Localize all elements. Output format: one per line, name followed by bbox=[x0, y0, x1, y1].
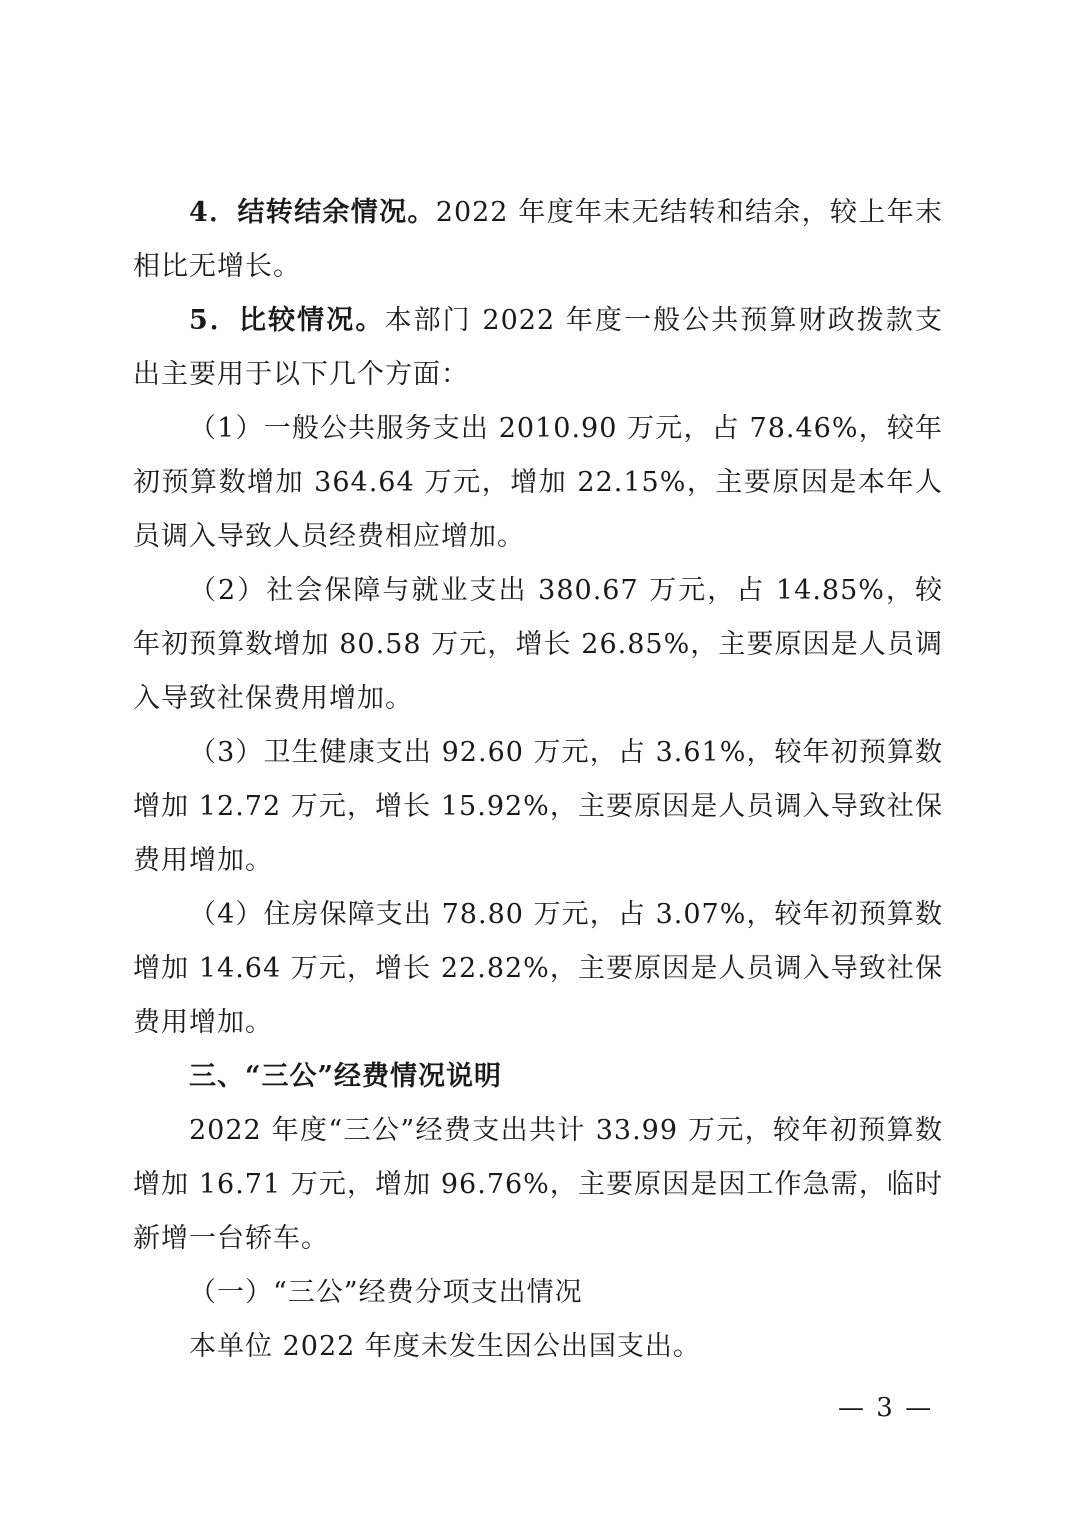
subsection-heading-itemized: （一）“三公”经费分项支出情况 bbox=[189, 1277, 583, 1308]
paragraph-lead: 4．结转结余情况。 bbox=[189, 197, 436, 228]
paragraph-lead: 5．比较情况。 bbox=[189, 305, 385, 336]
page-number: — 3 — bbox=[838, 1393, 934, 1423]
document-body bbox=[133, 186, 943, 1374]
paragraph-general-public-services: （1）一般公共服务支出 2010.90 万元，占 78.46%，较年初预算数增加 364.64 万元，增加 22.15%，主要原因是本年人员调入导致人员经费相应增加。 bbox=[133, 413, 943, 552]
section-heading-three-public: 三、“三公”经费情况说明 bbox=[189, 1061, 503, 1092]
paragraph-comparison bbox=[133, 294, 943, 402]
paragraph-health: （3）卫生健康支出 92.60 万元，占 3.61%，较年初预算数增加 12.72 万元，增长 15.92%，主要原因是人员调入导致社保费用增加。 bbox=[133, 737, 943, 876]
paragraph-text: 本部门 2022 年度一般公共预算财政拨款支出主要用于以下几个方面： bbox=[133, 305, 943, 390]
paragraph-housing: （4）住房保障支出 78.80 万元，占 3.07%，较年初预算数增加 14.64 万元，增长 22.82%，主要原因是人员调入导致社保费用增加。 bbox=[133, 899, 943, 1038]
paragraph-three-public-summary: 2022 年度“三公”经费支出共计 33.99 万元，较年初预算数增加 16.71 万元，增加 96.76%，主要原因是因工作急需，临时新增一台轿车。 bbox=[133, 1115, 943, 1254]
paragraph-carryover-balance bbox=[133, 186, 943, 294]
paragraph-social-security: （2）社会保障与就业支出 380.67 万元，占 14.85%，较年初预算数增加 80.58 万元，增长 26.85%，主要原因是人员调入导致社保费用增加。 bbox=[133, 575, 943, 714]
paragraph-text: 2022 年度年末无结转和结余，较上年末相比无增长。 bbox=[133, 197, 944, 282]
paragraph-overseas-travel: 本单位 2022 年度未发生因公出国支出。 bbox=[189, 1331, 701, 1362]
